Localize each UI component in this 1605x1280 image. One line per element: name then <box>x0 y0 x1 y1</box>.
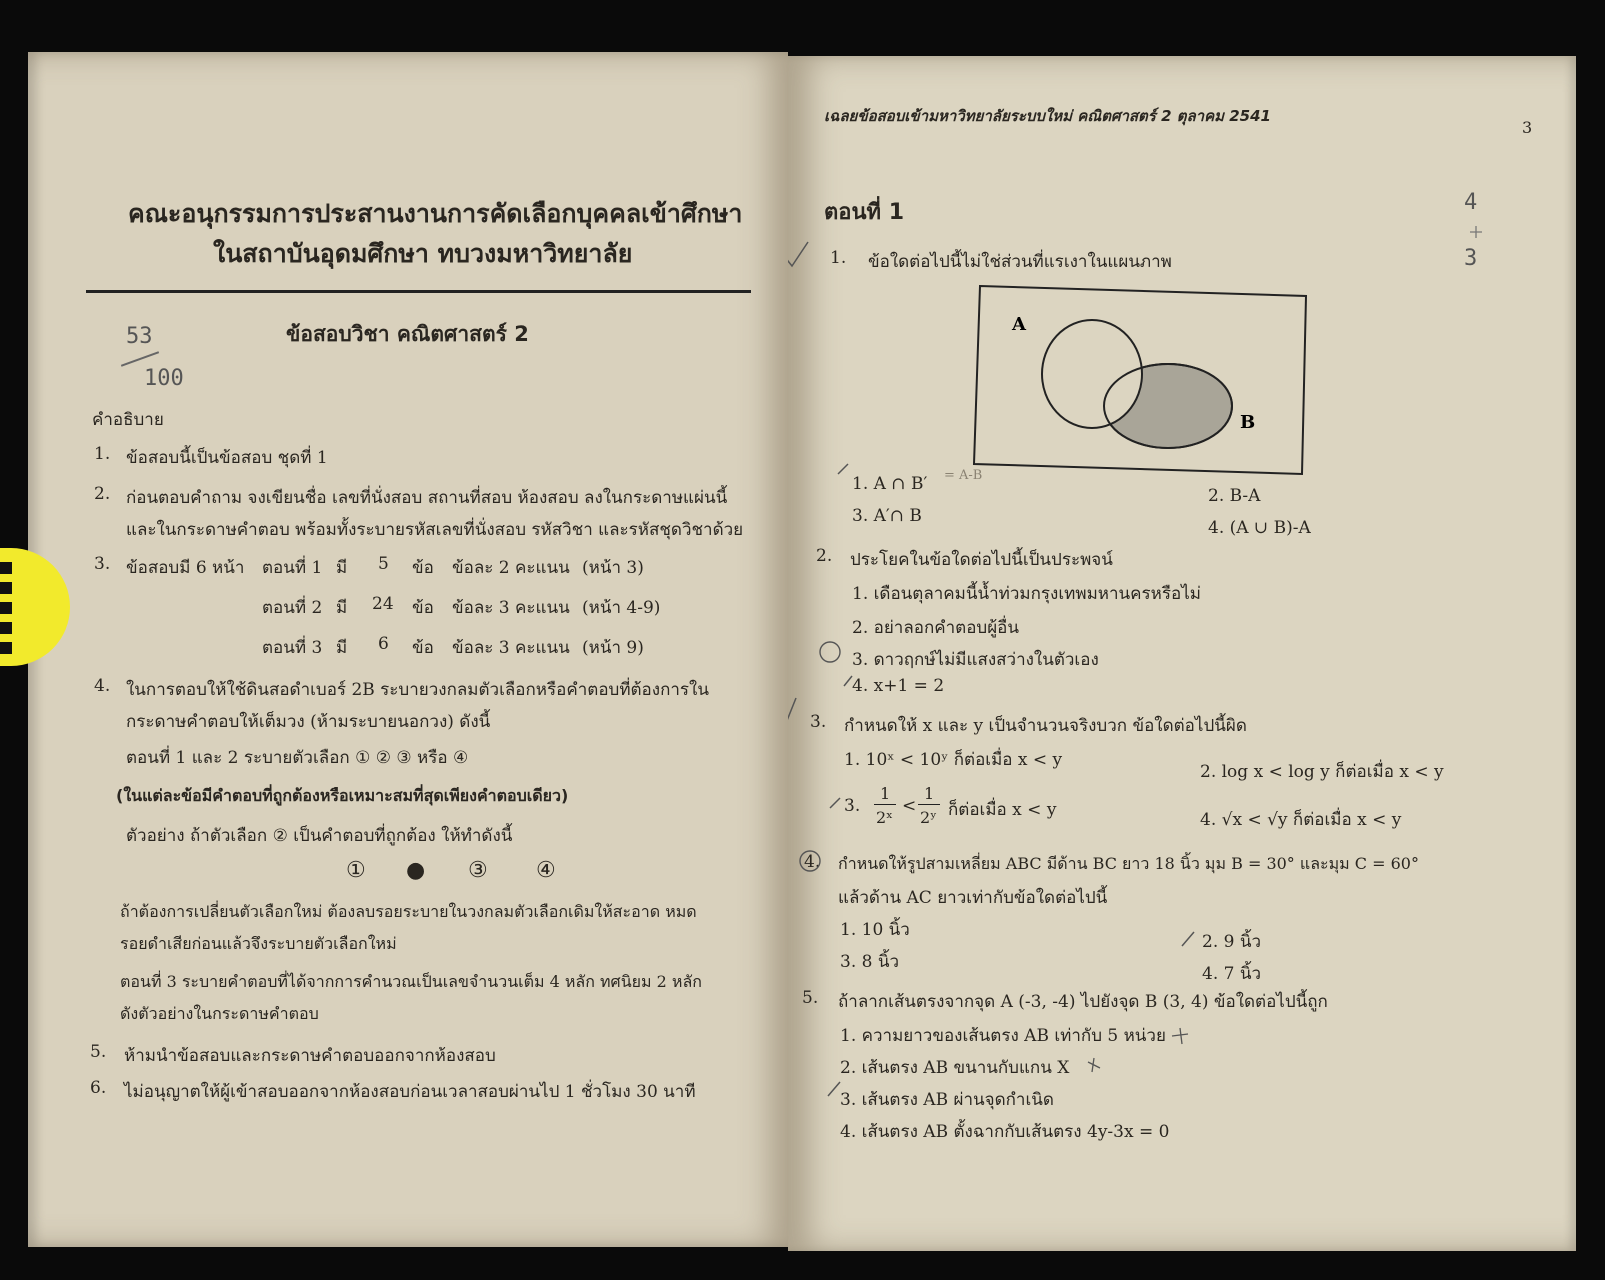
right-page <box>788 56 1576 1251</box>
less-than: < <box>902 796 917 816</box>
item-num: 1. <box>94 444 111 464</box>
option: 4. 7 นิ้ว <box>1202 964 1262 984</box>
option: 1. ความยาวของเส้นตรง AB เท่ากับ 5 หน่วย <box>840 1026 1166 1046</box>
instructions-label: คำอธิบาย <box>92 410 164 430</box>
example-line: ตัวอย่าง ถ้าตัวเลือก ② เป็นคำตอบที่ถูกต้อง ให้ทำดังนี้ <box>126 826 513 846</box>
part-pages: (หน้า 9) <box>582 638 644 658</box>
item-text: ในการตอบให้ใช้ดินสอดำเบอร์ 2B ระบายวงกลมตัวเลือกหรือคำตอบที่ต้องการใน <box>126 680 709 700</box>
pencil-cross <box>1088 1058 1100 1072</box>
item-num: 4. <box>94 676 111 696</box>
part-label: ตอนที่ 3 <box>262 638 323 658</box>
part12-note: (ในแต่ละข้อมีคำตอบที่ถูกต้องหรือเหมาะสมที่สุดเพียงคำตอบเดียว) <box>116 786 569 805</box>
option: 4. x+1 = 2 <box>852 676 945 696</box>
change-line-1: ถ้าต้องการเปลี่ยนตัวเลือกใหม่ ต้องลบรอยระบายในวงกลมตัวเลือกเดิมให้สะอาด หมด <box>120 902 697 921</box>
pencil-tick <box>844 676 852 686</box>
option: 1. 10 นิ้ว <box>840 920 910 940</box>
check-mark <box>788 698 796 728</box>
pencil-tick <box>828 1082 840 1096</box>
option: 2. อย่าลอกคำตอบผู้อื่น <box>852 618 1020 638</box>
question-num: 2. <box>816 546 833 566</box>
example-option-filled: ● <box>406 858 426 883</box>
item-num: 3. <box>94 554 111 574</box>
option: 3. A′∩ B <box>852 506 922 526</box>
answer-circle <box>800 851 820 871</box>
venn-label-b: B <box>1240 412 1256 433</box>
part-points: ข้อละ 3 คะแนน <box>452 598 570 618</box>
part-kho: ข้อ <box>412 558 434 578</box>
score-denominator: 100 <box>144 366 184 391</box>
part-mi: มี <box>336 598 348 618</box>
option: 2. log x < log y ก็ต่อเมื่อ x < y <box>1200 762 1444 782</box>
heading-line-1: คณะอนุกรรมการประสานงานการคัดเลือกบุคคลเข้าศึกษา <box>128 199 743 228</box>
score-numerator: 53 <box>126 324 153 349</box>
part3-line-1: ตอนที่ 3 ระบายคำตอบที่ได้จากการคำนวณเป็นเลขจำนวนเต็ม 4 หลัก ทศนิยม 2 หลัก <box>120 972 702 991</box>
item-text: ก่อนตอบคำถาม จงเขียนชื่อ เลขที่นั่งสอบ สถานที่สอบ ห้องสอบ ลงในกระดาษแผ่นนี้ <box>126 488 728 508</box>
question-text: ข้อใดต่อไปนี้ไม่ใช่ส่วนที่แรเงาในแผนภาพ <box>868 252 1172 272</box>
item-text: ข้อสอบนี้เป็นข้อสอบ ชุดที่ 1 <box>126 448 328 468</box>
item-text-cont: และในกระดาษคำตอบ พร้อมทั้งระบายรหัสเลขที่นั่งสอบ รหัสวิชา และรหัสชุดวิชาด้วย <box>126 520 744 540</box>
answer-circle <box>820 642 840 662</box>
left-page <box>28 52 788 1247</box>
option: 2. เส้นตรง AB ขนานกับแกน X <box>840 1058 1070 1078</box>
question-num: 5. <box>802 988 819 1008</box>
option: 3. 8 นิ้ว <box>840 952 900 972</box>
margin-note: 4 <box>1464 190 1478 215</box>
part-pages: (หน้า 3) <box>582 558 644 578</box>
part-mi: มี <box>336 638 348 658</box>
heading-rule <box>86 290 751 293</box>
fraction-numerator: 1 <box>880 784 891 803</box>
pencil-tick <box>1182 932 1194 946</box>
fraction-numerator: 1 <box>924 784 935 803</box>
part-label: ตอนที่ 2 <box>262 598 323 618</box>
option: 2. 9 นิ้ว <box>1202 932 1262 952</box>
option: 4. √x < √y ก็ต่อเมื่อ x < y <box>1200 810 1402 830</box>
part12-line: ตอนที่ 1 และ 2 ระบายตัวเลือก ① ② ③ หรือ ④ <box>126 748 469 768</box>
option: 3. เส้นตรง AB ผ่านจุดกำเนิด <box>840 1090 1054 1110</box>
part-label: ตอนที่ 1 <box>262 558 323 578</box>
option: 2. B-A <box>1208 486 1261 506</box>
heading-line-2: ในสถาบันอุดมศึกษา ทบวงมหาวิทยาลัย <box>213 239 633 268</box>
pencil-plus <box>1470 226 1482 238</box>
option-tail: ก็ต่อเมื่อ x < y <box>948 800 1057 820</box>
part-count: 6 <box>378 634 389 654</box>
pencil-marks <box>788 56 1576 1251</box>
question-text-cont: แล้วด้าน AC ยาวเท่ากับข้อใดต่อไปนี้ <box>838 888 1108 908</box>
part-kho: ข้อ <box>412 598 434 618</box>
check-mark <box>788 242 808 266</box>
question-text: ประโยคในข้อใดต่อไปนี้เป็นประพจน์ <box>850 550 1113 570</box>
option: 3. ดาวฤกษ์ไม่มีแสงสว่างในตัวเอง <box>852 650 1099 670</box>
example-option: ① <box>346 858 366 883</box>
fraction-denominator: 2ʸ <box>920 808 937 827</box>
item-text-cont: กระดาษคำตอบให้เต็มวง (ห้ามระบายนอกวง) ดังนี้ <box>126 712 491 732</box>
item-text: ข้อสอบมี 6 หน้า <box>126 558 245 578</box>
question-num: 4. <box>804 852 821 872</box>
option: 4. (A ∪ B)-A <box>1208 518 1311 538</box>
score-slash <box>121 351 159 367</box>
item-num: 6. <box>90 1078 107 1098</box>
item-num: 5. <box>90 1042 107 1062</box>
option: 1. 10ˣ < 10ʸ ก็ต่อเมื่อ x < y <box>844 750 1063 770</box>
subject-title: ข้อสอบวิชา คณิตศาสตร์ 2 <box>286 322 529 346</box>
pencil-tick <box>830 798 840 808</box>
item-text: ไม่อนุญาตให้ผู้เข้าสอบออกจากห้องสอบก่อนเวลาสอบผ่านไป 1 ชั่วโมง 30 นาที <box>124 1082 696 1102</box>
question-num: 1. <box>830 248 847 268</box>
item-text: ห้ามนำข้อสอบและกระดาษคำตอบออกจากห้องสอบ <box>124 1046 496 1066</box>
part-points: ข้อละ 3 คะแนน <box>452 638 570 658</box>
option: 4. เส้นตรง AB ตั้งฉากกับเส้นตรง 4y-3x = 0 <box>840 1122 1170 1142</box>
section-title: ตอนที่ 1 <box>824 200 905 225</box>
option: 1. A ∩ B′ <box>852 474 928 494</box>
pencil-scribble: = A-B <box>944 468 983 483</box>
page-number: 3 <box>1522 118 1533 137</box>
pencil-cross <box>1172 1028 1188 1044</box>
part-mi: มี <box>336 558 348 578</box>
question-text: กำหนดให้รูปสามเหลี่ยม ABC มีด้าน BC ยาว 18 นิ้ว มุม B = 30° และมุม C = 60° <box>838 854 1419 873</box>
venn-label-a: A <box>1012 314 1026 335</box>
part-count: 24 <box>372 594 394 614</box>
part-count: 5 <box>378 554 389 574</box>
pencil-tick <box>838 464 848 474</box>
fraction-denominator: 2ˣ <box>876 808 893 827</box>
option-num: 3. <box>844 796 861 816</box>
option: 1. เดือนตุลาคมนี้น้ำท่วมกรุงเทพมหานครหรือไม่ <box>852 584 1201 604</box>
part-pages: (หน้า 4-9) <box>582 598 661 618</box>
part3-line-2: ดังตัวอย่างในกระดาษคำตอบ <box>120 1004 319 1023</box>
example-option: ④ <box>536 858 556 883</box>
question-text: ถ้าลากเส้นตรงจากจุด A (-3, -4) ไปยังจุด B (3, 4) ข้อใดต่อไปนี้ถูก <box>838 992 1328 1012</box>
part-points: ข้อละ 2 คะแนน <box>452 558 570 578</box>
example-option: ③ <box>468 858 488 883</box>
margin-note: 3 <box>1464 246 1478 271</box>
part-kho: ข้อ <box>412 638 434 658</box>
change-line-2: รอยดำเสียก่อนแล้วจึงระบายตัวเลือกใหม่ <box>120 934 397 953</box>
question-text: กำหนดให้ x และ y เป็นจำนวนจริงบวก ข้อใดต่อไปนี้ผิด <box>844 716 1247 736</box>
question-num: 3. <box>810 712 827 732</box>
item-num: 2. <box>94 484 111 504</box>
running-header: เฉลยข้อสอบเข้ามหาวิทยาลัยระบบใหม่ คณิตศาสตร์ 2 ตุลาคม 2541 <box>824 107 1271 125</box>
